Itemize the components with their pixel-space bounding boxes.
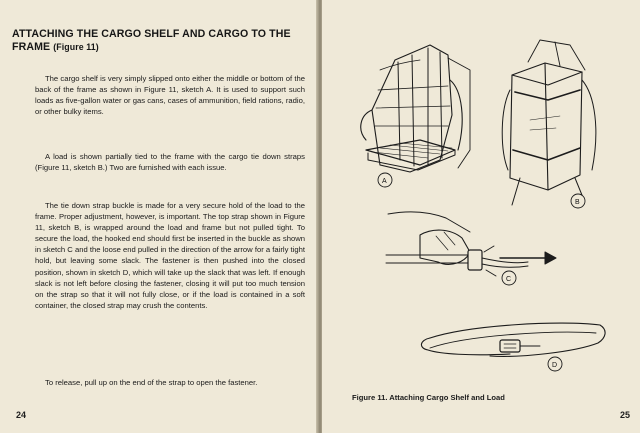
page-number-right: 25 [620,410,631,420]
section-title-text: ATTACHING THE CARGO SHELF AND CARGO TO THE FRAME [12,28,291,53]
paragraph-release: To release, pull up on the end of the strap to open the fastener. [45,378,258,387]
left-page [0,0,318,433]
sketch-d-closed-strap [421,323,605,371]
figure-caption: Figure 11. Attaching Cargo Shelf and Load [352,393,505,402]
sketch-label-a: A [382,178,387,185]
sketch-label-c: C [506,276,512,283]
paragraph-cargo-shelf: The cargo shelf is very simply slipped onto either the middle or bottom of the back of the frame as shown in Figure 11, sketch A. It is used to support such loads as five-gallon water or gas cans, cases of ammunition, field rations, radio, or other bulky items. [35,74,305,117]
sketch-c-buckle-insertion [386,212,556,285]
sketch-b-frame-with-load [502,40,596,208]
paragraph-tie-down-straps: A load is shown partially tied to the frame with the cargo tie down straps (Figure 11, sketch B.) Two are furnished with each issue. [35,152,305,173]
figure-11-illustration [325,0,640,433]
sketch-label-b: B [575,199,580,206]
sketch-label-d: D [552,362,558,369]
sketch-a-frame-with-shelf [361,45,470,187]
paragraph-buckle-adjustment: The tie down strap buckle is made for a very secure hold of the load to the frame. Proper adjustment, however, is important. The top strap shown in Figure 11, sketch B, is wrapped around the load and frame but not pulled tight. To secure the load, the hooked end should first be inserted in the buckle as shown in sketch C and the loose end pulled in the direction of the arrow for a fairly tight hold, but leaving some slack. The fastener is then pushed into the closed position, shown in sketch D, which will take up the slack that was left. If enough slack is not left before closing the fastener, closing it will put too much tension on the strap so that it will not fully close, or if the load is contained in a soft container, the closed strap may crush the contents. [35,201,305,310]
section-title-figure-ref: (Figure 11) [53,42,99,52]
page-number-left: 24 [16,410,27,420]
section-title [12,28,302,54]
